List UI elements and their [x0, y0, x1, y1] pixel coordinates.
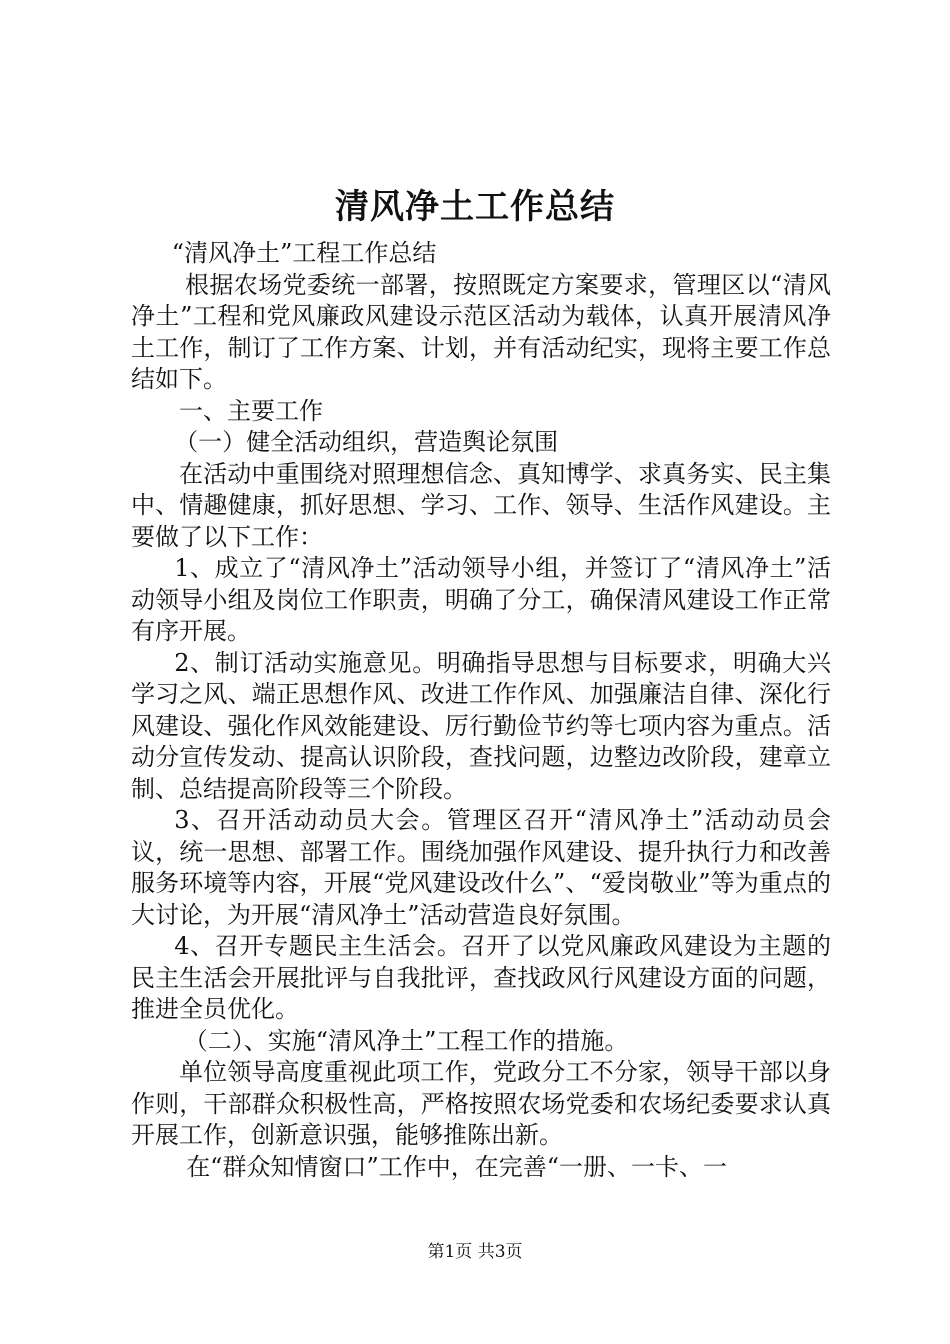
list-item-4: 4、召开专题民主生活会。召开了以党风廉政风建设为主题的民主生活会开展批评与自我批评，查找政风行风建设方面的问题，推进全员优化。 [131, 932, 831, 1023]
section-heading-main-work: 一、主要工作 [179, 396, 323, 425]
paragraph-intro: 根据农场党委统一部署，按照既定方案要求，管理区以“清风净土”工程和党风廉政风建设示范区活动为载体，认真开展清风净土工作，制订了工作方案、计划，并有活动纪实，现将主要工作总结如下。 [131, 270, 831, 393]
document-body [131, 238, 831, 1183]
list-item-3: 3、召开活动动员大会。管理区召开“清风净土”活动动员会议，统一思想、部署工作。围绕加强作风建设、提升执行力和改善服务环境等内容，开展“党风建设改什么”、“爱岗敬业”等为重点的大讨论，为开展“清风净土”活动营造良好氛围。 [131, 806, 831, 929]
subsection-heading-2: （二）、实施“清风净土”工程工作的措施。 [183, 1026, 629, 1055]
paragraph-measures: 单位领导高度重视此项工作，党政分工不分家，领导干部以身作则，干部群众积极性高，严格按照农场党委和农场纪委要求认真开展工作，创新意识强，能够推陈出新。 [131, 1058, 831, 1149]
document-title: 清风净土工作总结 [335, 187, 615, 227]
list-item-2: 2、制订活动实施意见。明确指导思想与目标要求，明确大兴学习之风、端正思想作风、改进工作作风、加强廉洁自律、深化行风建设、强化作风效能建设、厉行勤俭节约等七项内容为重点。活动分宣传发动、提高认识阶段，查找问题，边整边改阶段，建章立制、总结提高阶段等三个阶段。 [131, 648, 831, 803]
subsection-heading-1: （一）健全活动组织，营造舆论氛围 [174, 428, 559, 456]
paragraph-subtitle: “清风净土”工程工作总结 [171, 239, 437, 267]
paragraph-activity-focus: 在活动中重围绕对照理想信念、真知博学、求真务实、民主集中、情趣健康，抓好思想、学习、工作、领导、生活作风建设。主要做了以下工作： [131, 459, 831, 551]
paragraph-window-work: 在“群众知情窗口”工作中，在完善“一册、一卡、一 [186, 1152, 727, 1181]
list-item-1: 1、成立了“清风净土”活动领导小组，并签订了“清风净土”活动领导小组及岗位工作职责，明确了分工，确保清风建设工作正常有序开展。 [131, 554, 831, 645]
page-footer: 第1页 共3页 [427, 1242, 523, 1262]
